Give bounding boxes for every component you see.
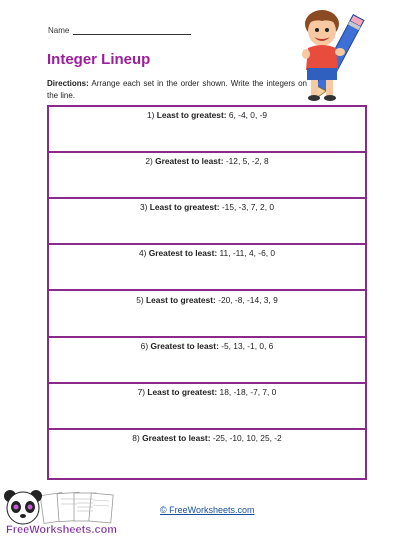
problem-row[interactable] (49, 107, 365, 153)
problem-row[interactable] (49, 292, 365, 338)
problem-values: -25, -10, 10, 25, -2 (212, 433, 282, 443)
problem-instruction: Greatest to least: (142, 433, 211, 443)
problem-instruction: Greatest to least: (155, 156, 224, 166)
problem-number: 8) (132, 433, 140, 443)
problem-values: -20, -8, -14, 3, 9 (218, 295, 278, 305)
logo-text: FreeWorksheets.com (6, 524, 118, 536)
problem-number: 7) (137, 387, 146, 397)
freeworksheets-logo (2, 488, 130, 538)
problem-number: 5) (136, 295, 144, 305)
worksheet-stack-icon (40, 492, 113, 523)
problem-row[interactable] (49, 153, 365, 199)
problem-row[interactable] (49, 430, 365, 478)
problem-instruction: Least to greatest: (149, 202, 220, 212)
problem-number: 1) (146, 110, 155, 120)
problem-text (49, 387, 365, 397)
problem-values: 18, -18, -7, 7, 0 (219, 387, 277, 397)
copyright-link[interactable]: © FreeWorksheets.com (160, 505, 255, 515)
problem-instruction: Least to greatest: (146, 295, 216, 305)
name-field-row (48, 26, 191, 35)
problem-text (49, 433, 365, 443)
problem-row[interactable] (49, 245, 365, 291)
name-label: Name (48, 26, 70, 35)
problem-values: 11, -11, 4, -6, 0 (219, 248, 276, 258)
problem-text (49, 156, 365, 166)
problem-number: 2) (145, 156, 153, 166)
answer-grid (47, 105, 367, 480)
problem-text (49, 110, 365, 120)
problem-number: 6) (140, 341, 149, 351)
panda-icon (4, 490, 42, 524)
problem-number: 4) (138, 248, 147, 258)
problem-text (49, 341, 365, 351)
problem-row[interactable] (49, 199, 365, 245)
boy-with-pencil-illustration (292, 4, 370, 106)
problem-instruction: Least to greatest: (156, 110, 227, 120)
directions-label: Directions: (47, 79, 89, 88)
problem-row[interactable] (49, 384, 365, 430)
problem-row[interactable] (49, 338, 365, 384)
problem-instruction: Greatest to least: (148, 248, 218, 258)
problem-values: -12, 5, -2, 8 (225, 156, 269, 166)
problem-values: 6, -4, 0, -9 (228, 110, 268, 120)
directions (47, 78, 307, 102)
problem-instruction: Greatest to least: (150, 341, 219, 351)
problem-number: 3) (139, 202, 148, 212)
problem-text (49, 295, 365, 305)
problem-text (49, 202, 365, 212)
problem-values: -15, -3, 7, 2, 0 (221, 202, 275, 212)
problem-values: -5, 13, -1, 0, 6 (221, 341, 274, 351)
page-title: Integer Lineup (47, 51, 151, 68)
problem-instruction: Least to greatest: (147, 387, 218, 397)
name-blank-line[interactable] (73, 26, 191, 35)
problem-text (49, 248, 365, 258)
directions-text: Arrange each set in the order shown. Write the integers on the line. (47, 79, 307, 100)
